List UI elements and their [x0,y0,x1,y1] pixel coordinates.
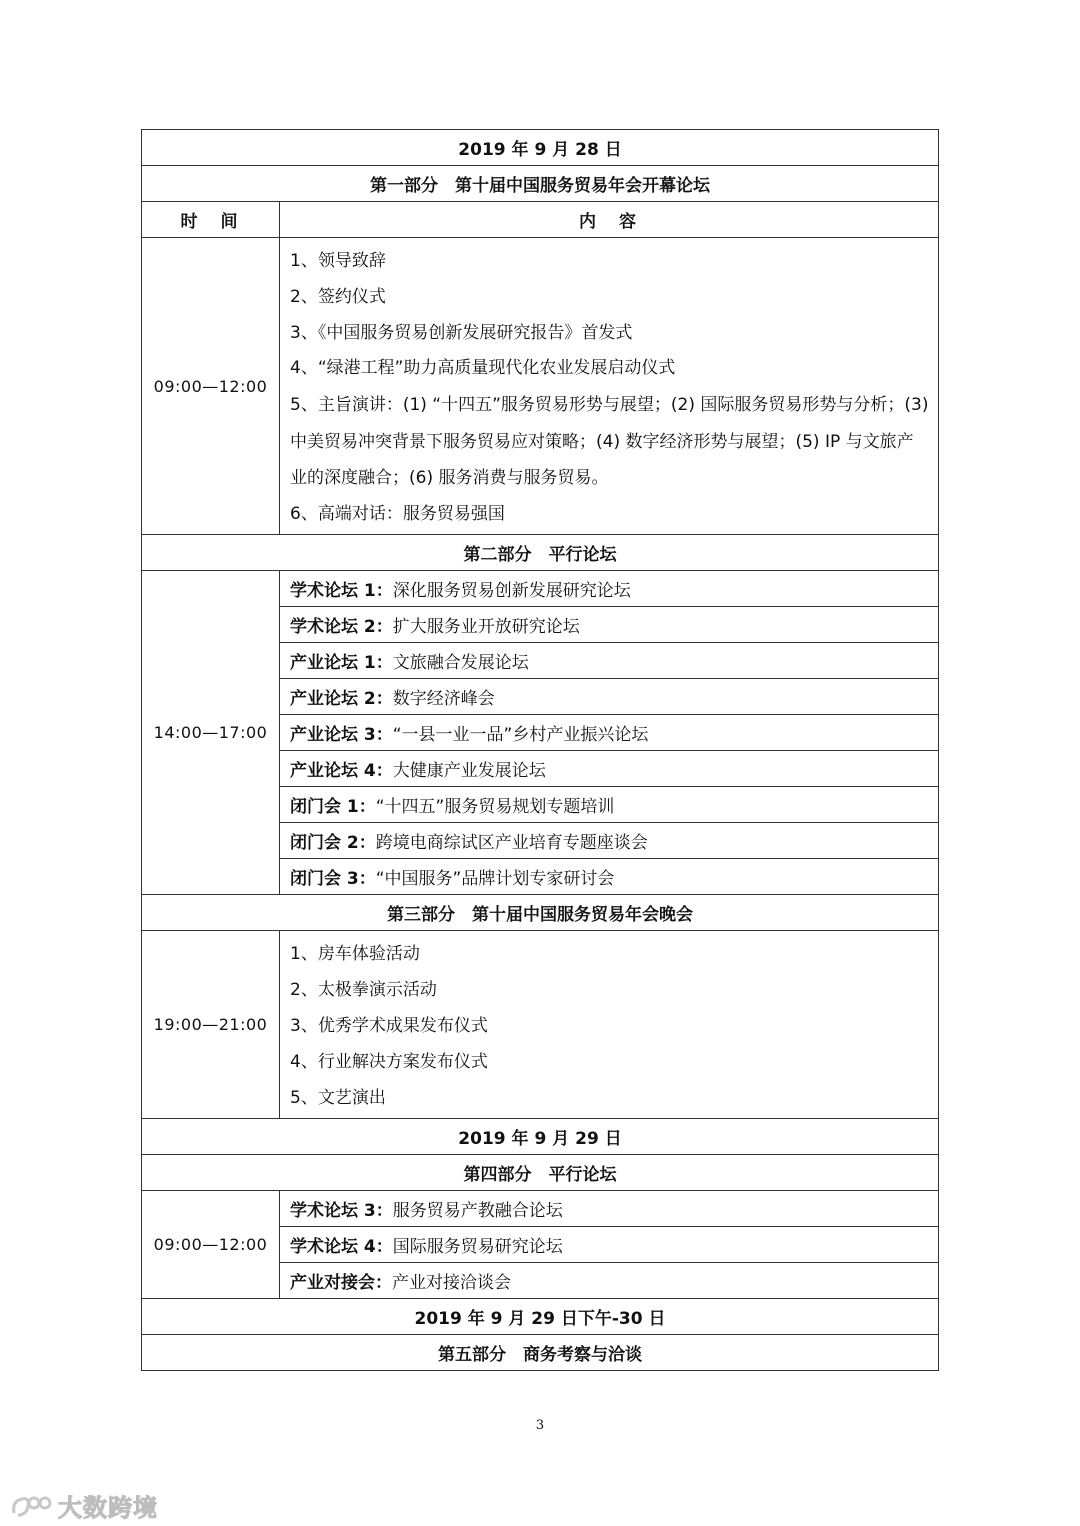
forum-text: 产业对接洽谈会 [392,1273,511,1294]
list-item: 2、太极拳演示活动 [290,980,437,1001]
watermark-text: 大数跨境 [58,1494,158,1522]
part1-title: 第一部分 第十届中国服务贸易年会开幕论坛 [142,166,939,202]
forum-row [280,715,939,751]
forum-label: 产业论坛 2： [290,689,393,710]
schedule-table [141,129,939,1371]
forum-label: 产业对接会： [290,1273,392,1294]
forum-text: 跨境电商综试区产业培育专题座谈会 [375,833,648,854]
list-item: 3、优秀学术成果发布仪式 [290,1016,488,1037]
page-number: 3 [535,1418,545,1433]
forum-row [280,607,939,643]
part3-items [280,931,939,1119]
part5-title: 第五部分 商务考察与洽谈 [142,1335,939,1371]
date-header-3: 2019 年 9 月 29 日下午-30 日 [142,1299,939,1335]
forum-label: 学术论坛 2： [290,617,393,638]
forum-row [280,1263,939,1299]
column-header-time: 时 间 [142,202,280,238]
forum-row [280,1227,939,1263]
forum-label: 产业论坛 1： [290,653,393,674]
forum-row [280,859,939,895]
watermark-logo-icon [10,1491,52,1521]
forum-label: 闭门会 3： [290,869,376,890]
list-item: 2、签约仪式 [290,286,386,307]
forum-text: 深化服务贸易创新发展研究论坛 [392,581,631,602]
list-item: 1、领导致辞 [290,251,386,271]
forum-text: “十四五”服务贸易规划专题培训 [375,797,615,818]
forum-text: 服务贸易产教融合论坛 [392,1201,563,1222]
forum-text: “中国服务”品牌计划专家研讨会 [375,869,615,890]
forum-label: 学术论坛 4： [290,1237,393,1258]
forum-label: 闭门会 2： [290,833,376,854]
forum-row [280,1191,939,1227]
part4-title: 第四部分 平行论坛 [142,1155,939,1191]
forum-text: 数字经济峰会 [392,689,495,710]
watermark [10,1488,158,1523]
forum-text: “一县一业一品”乡村产业振兴论坛 [392,725,649,746]
list-item: 5、主旨演讲：(1) “十四五”服务贸易形势与展望；(2) 国际服务贸易形势与分析；(3) 中美贸易冲突背景下服务贸易应对策略；(4) 数字经济形势与展望；(5) IP 与文旅产业的深度融合；(6) 服务消费与服务贸易。 [290,395,929,489]
list-item: 4、行业解决方案发布仪式 [290,1051,488,1072]
forum-text: 国际服务贸易研究论坛 [392,1237,563,1258]
forum-label: 学术论坛 3： [290,1201,393,1222]
forum-row [280,787,939,823]
forum-row [280,571,939,607]
part1-items [280,238,939,535]
list-item: 4、“绿港工程”助力高质量现代化农业发展启动仪式 [290,358,676,379]
forum-label: 闭门会 1： [290,797,376,818]
part1-time: 09:00—12:00 [142,238,280,535]
date-header-2: 2019 年 9 月 29 日 [142,1119,939,1155]
forum-row [280,643,939,679]
forum-label: 产业论坛 3： [290,725,393,746]
column-header-content: 内 容 [280,202,939,238]
part3-title: 第三部分 第十届中国服务贸易年会晚会 [142,895,939,931]
list-item: 1、房车体验活动 [290,944,420,965]
forum-text: 大健康产业发展论坛 [392,761,546,782]
list-item: 6、高端对话：服务贸易强国 [290,503,505,524]
forum-row [280,823,939,859]
list-item: 3、《中国服务贸易创新发展研究报告》首发式 [290,322,633,343]
part3-time: 19:00—21:00 [142,931,280,1119]
part2-title: 第二部分 平行论坛 [142,535,939,571]
part2-time: 14:00—17:00 [142,571,280,895]
forum-text: 扩大服务业开放研究论坛 [392,617,580,638]
forum-text: 文旅融合发展论坛 [392,653,529,674]
forum-label: 学术论坛 1： [290,581,393,602]
forum-label: 产业论坛 4： [290,761,393,782]
date-header-1: 2019 年 9 月 28 日 [142,130,939,166]
forum-row [280,679,939,715]
forum-row [280,751,939,787]
list-item: 5、文艺演出 [290,1087,386,1108]
part4-time: 09:00—12:00 [142,1191,280,1299]
